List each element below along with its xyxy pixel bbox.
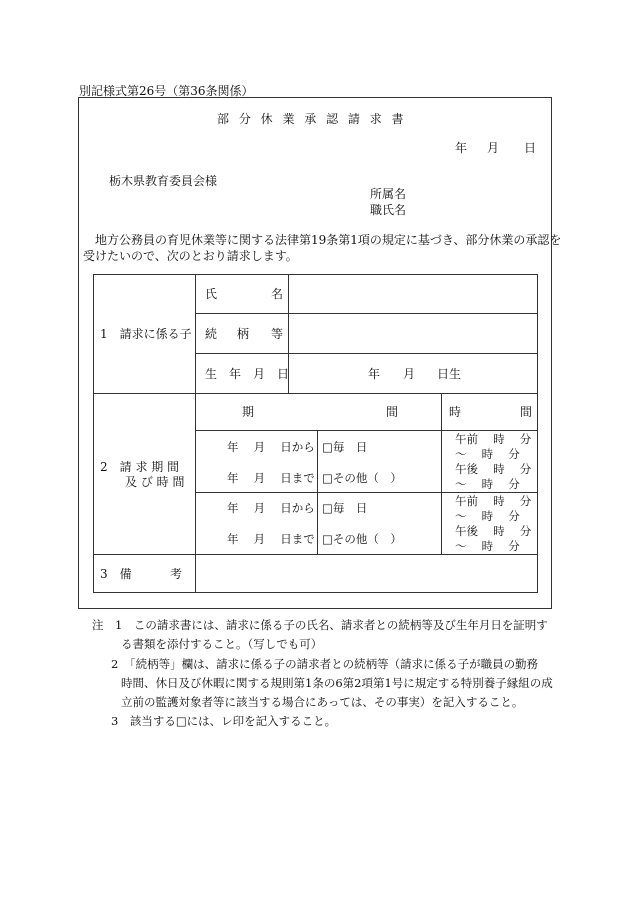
table-line bbox=[195, 492, 538, 493]
section3-label-part1: 3 備 bbox=[100, 567, 132, 581]
period-until-b: 年 月 日まで bbox=[227, 532, 315, 546]
table-line bbox=[195, 430, 538, 431]
pm-time-a: 午後 時 分 bbox=[455, 462, 532, 476]
pm-time-b: 午後 時 分 bbox=[455, 524, 532, 538]
other-checkbox-a[interactable]: □その他（ ） bbox=[322, 471, 402, 485]
note-1-line2: る書類を添付すること。（写しでも可） bbox=[121, 637, 323, 651]
am-time-a: 午前 時 分 bbox=[455, 432, 532, 446]
name-label: 職氏名 bbox=[370, 203, 407, 217]
note-1-line1: 注 1 この請求書には、請求に係る子の氏名、請求者との続柄等及び生年月日を証明す bbox=[92, 618, 548, 632]
am-until-a: ～ 時 分 bbox=[455, 447, 520, 461]
child-name-label-part2: 名 bbox=[271, 287, 284, 301]
time-header-part2: 間 bbox=[520, 405, 533, 419]
note-3: 3 該当する□には、レ印を記入すること。 bbox=[111, 714, 337, 728]
period-until-a: 年 月 日まで bbox=[227, 471, 315, 485]
table-line bbox=[195, 353, 538, 354]
other-checkbox-b[interactable]: □その他（ ） bbox=[322, 532, 402, 546]
period-header-part2: 間 bbox=[386, 405, 399, 419]
pm-until-b: ～ 時 分 bbox=[455, 539, 520, 553]
table-line bbox=[195, 274, 196, 593]
am-until-b: ～ 時 分 bbox=[455, 509, 520, 523]
table-line bbox=[195, 313, 538, 314]
note-2-line2: 時間、休日及び休暇に関する規則第1条の6第2項第1号に規定する特別養子縁組の成 bbox=[121, 676, 553, 690]
relation-label-part3: 等 bbox=[271, 327, 284, 341]
period-from-a: 年 月 日から bbox=[227, 440, 315, 454]
child-name-label-part1: 氏 bbox=[205, 287, 218, 301]
period-from-b: 年 月 日から bbox=[227, 501, 315, 515]
form-code: 別記様式第26号（第36条関係） bbox=[79, 84, 254, 98]
relation-label-part2: 柄 bbox=[237, 327, 250, 341]
dob-day: 日生 bbox=[437, 367, 462, 381]
date-year: 年 bbox=[455, 141, 468, 155]
note-2-line3: 立前の監護対象者等に該当する場合にあっては、その事実）を記入すること。 bbox=[121, 695, 524, 709]
dob-year: 年 bbox=[368, 367, 381, 381]
affiliation-label: 所属名 bbox=[370, 187, 407, 201]
body-text-line1: 地方公務員の育児休業等に関する法律第19条第1項の規定に基づき、部分休業の承認を bbox=[95, 233, 562, 247]
table-line bbox=[93, 554, 538, 555]
dob-label: 生 年 月 日 bbox=[205, 367, 290, 381]
table-line bbox=[317, 430, 318, 554]
every-day-checkbox-a[interactable]: □毎 日 bbox=[322, 440, 368, 454]
section3-label-part2: 考 bbox=[170, 567, 183, 581]
every-day-checkbox-b[interactable]: □毎 日 bbox=[322, 501, 368, 515]
dob-month: 月 bbox=[403, 367, 416, 381]
period-header-part1: 期 bbox=[242, 405, 255, 419]
note-2-line1: 2 「続柄等」欄は、請求に係る子の請求者との続柄等（請求に係る子が職員の勤務 bbox=[111, 657, 539, 671]
addressee: 栃木県教育委員会様 bbox=[109, 174, 218, 188]
table-line bbox=[93, 393, 538, 394]
relation-label-part1: 続 bbox=[205, 327, 218, 341]
section2-label-line2: 及 び 時 間 bbox=[125, 475, 185, 489]
time-header-part1: 時 bbox=[449, 405, 462, 419]
section2-label-line1: 2 請 求 期 間 bbox=[100, 460, 180, 474]
pm-until-a: ～ 時 分 bbox=[455, 477, 520, 491]
body-text-line2: 受けたいので、次のとおり請求します。 bbox=[83, 249, 298, 263]
date-day: 日 bbox=[524, 141, 537, 155]
date-month: 月 bbox=[487, 141, 500, 155]
am-time-b: 午前 時 分 bbox=[455, 494, 532, 508]
table-line bbox=[441, 393, 442, 554]
section1-label: 1 請求に係る子 bbox=[100, 327, 192, 341]
form-title: 部 分 休 業 承 認 請 求 書 bbox=[217, 112, 407, 126]
